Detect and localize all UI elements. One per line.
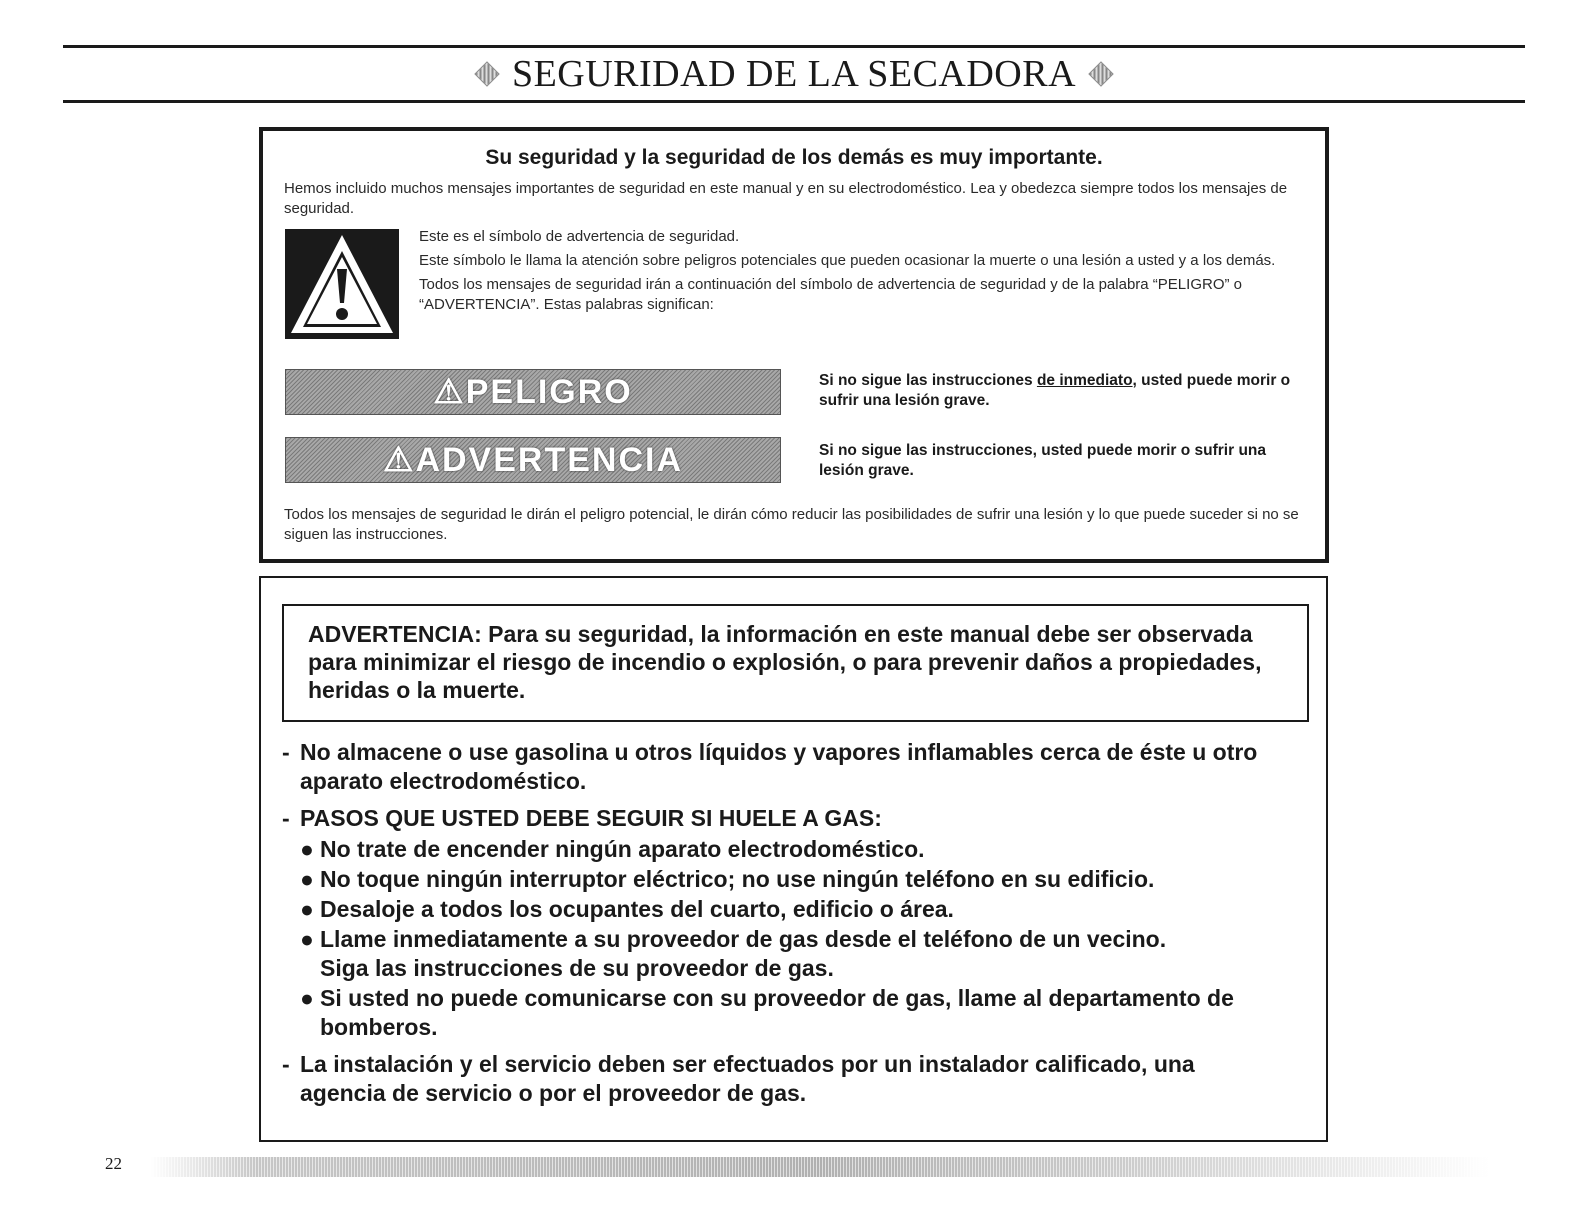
peligro-text-end: , usted puede morir o sufrir una lesión grave. <box>819 372 1291 409</box>
dash-marker: - <box>282 739 290 765</box>
bullet-icon: ● <box>300 985 314 1011</box>
list-item-text: La instalación y el servicio deben ser efectuados por un instalador calificado, una agencia de servicio o por el proveedor de gas. <box>300 1051 1195 1106</box>
bullet-icon: ● <box>300 896 314 922</box>
step-text: No toque ningún interruptor eléctrico; no use ningún teléfono en su edificio. <box>320 866 1155 892</box>
peligro-text: Si no sigue las instrucciones <box>819 372 1037 389</box>
gas-steps-list <box>282 835 1312 1042</box>
symbol-line: Este es el símbolo de advertencia de seguridad. <box>419 228 740 245</box>
step-text: Si usted no puede comunicarse con su proveedor de gas, llame al departamento de bomberos. <box>320 985 1234 1040</box>
page-header <box>63 50 1525 98</box>
bottom-rule <box>63 100 1525 103</box>
diamond-ornament-icon <box>1088 61 1113 86</box>
safety-heading: Su seguridad y la seguridad de los demás es muy importante. <box>485 146 1103 169</box>
warning-triangle-icon <box>285 229 399 339</box>
alert-triangle-icon: ⚠ <box>382 441 416 479</box>
top-rule <box>63 45 1525 48</box>
peligro-emphasis: de inmediato <box>1036 372 1133 389</box>
gas-warning-box <box>259 576 1328 1142</box>
alert-triangle-icon: ⚠ <box>433 373 466 411</box>
list-item <box>282 804 1312 833</box>
peligro-banner <box>285 369 781 415</box>
safety-intro: Hemos incluido muchos mensajes importantes de seguridad en este manual y en su electrodoméstico. Lea y obedezca siempre todos los mensajes de seguridad. <box>284 180 1288 217</box>
list-item <box>282 925 1312 983</box>
advertencia-description: Si no sigue las instrucciones, usted puede morir o sufrir una lesión grave. <box>819 442 1267 479</box>
symbol-line: Todos los mensajes de seguridad irán a continuación del símbolo de advertencia de seguridad y de la palabra “PELIGRO” o “ADVERTENCIA”. Estas palabras significan: <box>419 276 1242 313</box>
symbol-line: Este símbolo le llama la atención sobre peligros potenciales que pueden ocasionar la muerte o una lesión a usted y a los demás. <box>419 252 1276 269</box>
dash-marker: - <box>282 1051 290 1077</box>
peligro-description <box>819 371 1309 411</box>
bullet-icon: ● <box>300 926 314 952</box>
peligro-label: PELIGRO <box>465 373 633 411</box>
gas-instructions <box>282 738 1312 1116</box>
advertencia-label: ADVERTENCIA <box>415 441 684 479</box>
list-item <box>282 1050 1312 1108</box>
list-item-text: PASOS QUE USTED DEBE SEGUIR SI HUELE A GAS: <box>300 805 882 831</box>
footer-band <box>150 1157 1490 1177</box>
advertencia-banner <box>285 437 781 483</box>
step-text: Llame inmediatamente a su proveedor de gas desde el teléfono de un vecino. Siga las instrucciones de su proveedor de gas. <box>320 926 1167 981</box>
list-item <box>282 895 1312 924</box>
advertencia-callout <box>282 604 1309 722</box>
page-number: 22 <box>105 1154 122 1173</box>
list-item <box>282 835 1312 864</box>
step-text: No trate de encender ningún aparato electrodoméstico. <box>320 836 925 862</box>
advertencia-statement: ADVERTENCIA: Para su seguridad, la información en este manual debe ser observada para minimizar el riesgo de incendio o explosión, o para prevenir daños a propiedades, heridas o la muerte. <box>308 621 1262 703</box>
list-item <box>282 865 1312 894</box>
diamond-ornament-icon <box>474 61 499 86</box>
list-item-text: No almacene o use gasolina u otros líquidos y vapores inflamables cerca de éste u otro aparato electrodoméstico. <box>300 739 1258 794</box>
list-item <box>282 984 1312 1042</box>
page-title: SEGURIDAD DE LA SECADORA <box>511 53 1077 95</box>
safety-outro: Todos los mensajes de seguridad le dirán el peligro potencial, le dirán cómo reducir las posibilidades de sufrir una lesión y lo que puede suceder si no se siguen las instrucciones. <box>284 506 1299 543</box>
symbol-explanation <box>419 227 1309 319</box>
list-item <box>282 738 1312 796</box>
dash-marker: - <box>282 805 290 831</box>
bullet-icon: ● <box>300 836 314 862</box>
step-text: Desaloje a todos los ocupantes del cuarto, edificio o área. <box>320 896 954 922</box>
bullet-icon: ● <box>300 866 314 892</box>
safety-info-box <box>259 127 1329 563</box>
